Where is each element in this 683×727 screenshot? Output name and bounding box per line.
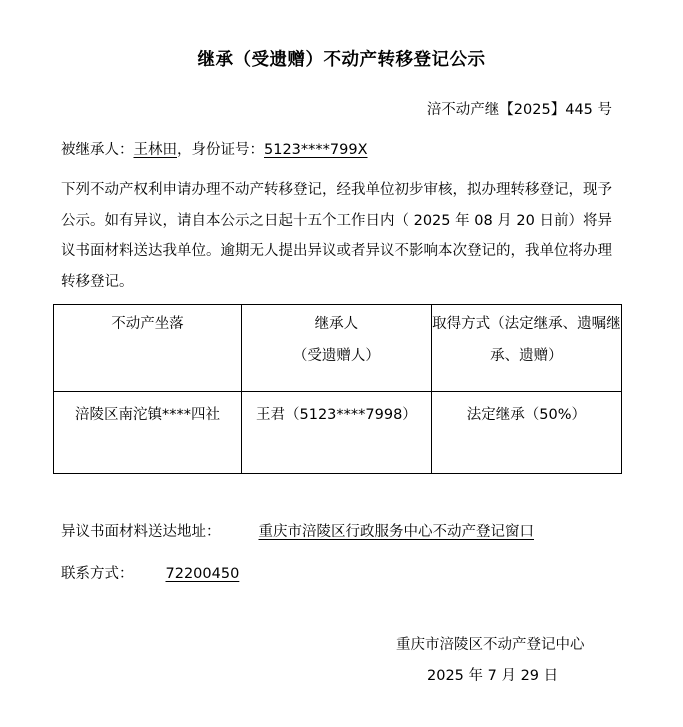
table-row (54, 392, 622, 474)
property-table (53, 304, 622, 474)
cell-heir: 王君（5123****7998） (242, 392, 432, 474)
address-value: 重庆市涪陵区行政服务中心不动产登记窗口 (258, 524, 534, 540)
notice-body: 下列不动产权利申请办理不动产转移登记，经我单位初步审核，拟办理转移登记，现予公示。如有异议，请自本公示之日起十五个工作日内（ 2025 年 08 月 20 日前）将异议书面材料送达我单位。逾期无人提出异议或者异议不影响本次登记的，我单位将办理转移登记。 (61, 182, 612, 290)
header-heir-line2: （受遗赠人） (292, 348, 380, 364)
deceased-id: 5123****799X (264, 142, 368, 158)
deceased-info (61, 138, 368, 159)
deceased-label: 被继承人： (61, 142, 134, 158)
deceased-name: 王林田 (133, 142, 177, 158)
cell-method: 法定继承（50%） (431, 392, 621, 474)
objection-address (61, 520, 534, 541)
contact-value: 72200450 (165, 566, 240, 582)
header-heir (242, 305, 432, 392)
issue-date: 2025 年 7 月 29 日 (427, 668, 559, 684)
issuing-organization: 重庆市涪陵区不动产登记中心 (396, 637, 585, 653)
notice-title: 继承（受遗赠）不动产转移登记公示 (197, 50, 486, 70)
contact-label: 联系方式： (61, 566, 134, 582)
contact-info (61, 562, 239, 583)
id-label: ，身份证号： (177, 142, 264, 158)
header-heir-line1: 继承人 (314, 316, 359, 332)
document-number: 涪不动产继【2025】445 号 (426, 102, 612, 118)
header-method: 取得方式（法定继承、遗嘱继承、遗赠） (431, 305, 621, 392)
address-label: 异议书面材料送达地址： (61, 524, 221, 540)
cell-location: 涪陵区南沱镇****四社 (54, 392, 242, 474)
table-header-row (54, 305, 622, 392)
header-location: 不动产坐落 (54, 305, 242, 392)
